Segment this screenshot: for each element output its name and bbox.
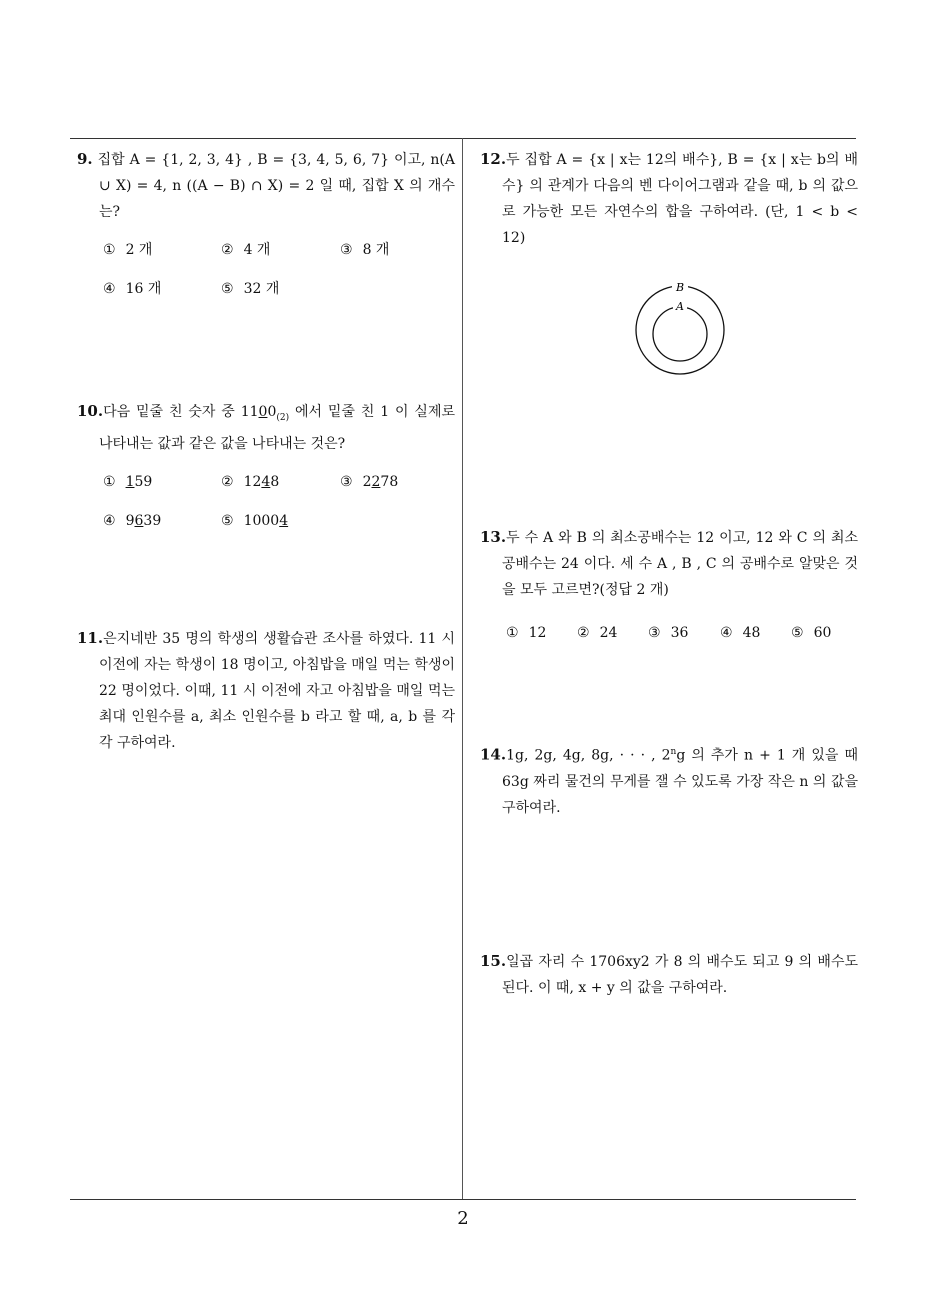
set-b-label: B — [675, 282, 685, 294]
choice-3[interactable]: ③ 8 개 — [340, 242, 390, 258]
question-text: 두 수 A 와 B 의 최소공배수는 12 이고, 12 와 C 의 최소공배수는 24 이다. 세 수 A , B , C 의 공배수로 알맞은 것을 모두 고르면?(정답 2 개) — [502, 530, 858, 598]
top-rule — [70, 138, 856, 139]
question-number: 14. — [480, 745, 507, 764]
question-13 — [480, 524, 858, 650]
choice-2[interactable]: ② 4 개 — [221, 242, 271, 258]
question-9 — [77, 146, 455, 315]
set-a-circle — [653, 307, 707, 361]
question-number: 10. — [77, 402, 104, 420]
question-14: 14.1g, 2g, 4g, 8g, · · · , 2$^n$g 의 추가 n + 1 개 있을 때 63g 짜리 물건의 무게를 잴 수 있도록 가장 작은 n 의 값을 구하여라. — [480, 745, 859, 816]
venn-diagram — [632, 282, 728, 378]
choice-1[interactable]: ① 159 — [103, 473, 153, 490]
question-11 — [77, 625, 455, 756]
question-text: 두 집합 A = {x | x는 12의 배수}, B = {x | x는 b의 배수} 의 관계가 다음의 벤 다이어그램과 같을 때, b 의 값으로 가능한 모든 자연수의 합을 구하여라. (단, 1 < b < 12) — [502, 152, 858, 246]
question-number: 9. — [77, 150, 93, 168]
choice-5[interactable]: ⑤ 32 개 — [221, 281, 280, 297]
question-12 — [480, 146, 858, 251]
choice-5[interactable]: ⑤ 60 — [791, 625, 832, 641]
choice-4[interactable]: ④ 9639 — [103, 512, 162, 529]
bottom-rule — [70, 1199, 856, 1200]
choice-1[interactable]: ① 12 — [506, 625, 547, 641]
question-number: 11. — [77, 629, 104, 647]
page-number: 2 — [457, 1208, 469, 1229]
choice-2[interactable]: ② 1248 — [221, 473, 280, 490]
choice-5[interactable]: ⑤ 10004 — [221, 512, 289, 529]
question-10: 10.다음 밑줄 친 숫자 중 $1100_{(2)}$ 에서 밑줄 친 1 이 실제로 나타내는 값과 같은 값을 나타내는 것은? ① 159 ② 1248 ③ 2278 ④ 9639 ⑤ 10004 — [77, 398, 455, 547]
question-text: 집합 A = {1, 2, 3, 4} , B = {3, 4, 5, 6, 7} 이고, n(A ∪ X) = 4, n ((A − B) ∩ X) = 2 일 때, 집합 X 의 개수는? — [97, 152, 455, 220]
question-number: 13. — [480, 528, 507, 546]
choice-3[interactable]: ③ 36 — [648, 625, 689, 641]
question-15 — [480, 948, 858, 1001]
column-divider — [462, 138, 463, 1200]
question-number: 15. — [480, 952, 507, 970]
choice-4[interactable]: ④ 48 — [720, 625, 761, 641]
set-a-label: A — [676, 300, 684, 313]
choice-list — [480, 620, 858, 650]
choice-4[interactable]: ④ 16 개 — [103, 281, 162, 297]
choice-2[interactable]: ② 24 — [577, 625, 618, 641]
question-text: 일곱 자리 수 1706xy2 가 8 의 배수도 되고 9 의 배수도 된다. 이 때, x + y 의 값을 구하여라. — [502, 954, 858, 996]
question-number: 12. — [480, 150, 507, 168]
choice-list — [77, 469, 455, 547]
question-text: 은지네반 35 명의 학생의 생활습관 조사를 하였다. 11 시 이전에 자는 학생이 18 명이고, 아침밥을 매일 먹는 학생이 22 명이었다. 이때, 11 시 이전에 자고 아침밥을 매일 먹는 최대 인원수를 a, 최소 인원수를 b 라고 할 때, a, b 를 각각 구하여라. — [99, 631, 455, 751]
choice-3[interactable]: ③ 2278 — [340, 473, 399, 490]
choice-list — [77, 237, 455, 315]
choice-1[interactable]: ① 2 개 — [103, 242, 153, 258]
